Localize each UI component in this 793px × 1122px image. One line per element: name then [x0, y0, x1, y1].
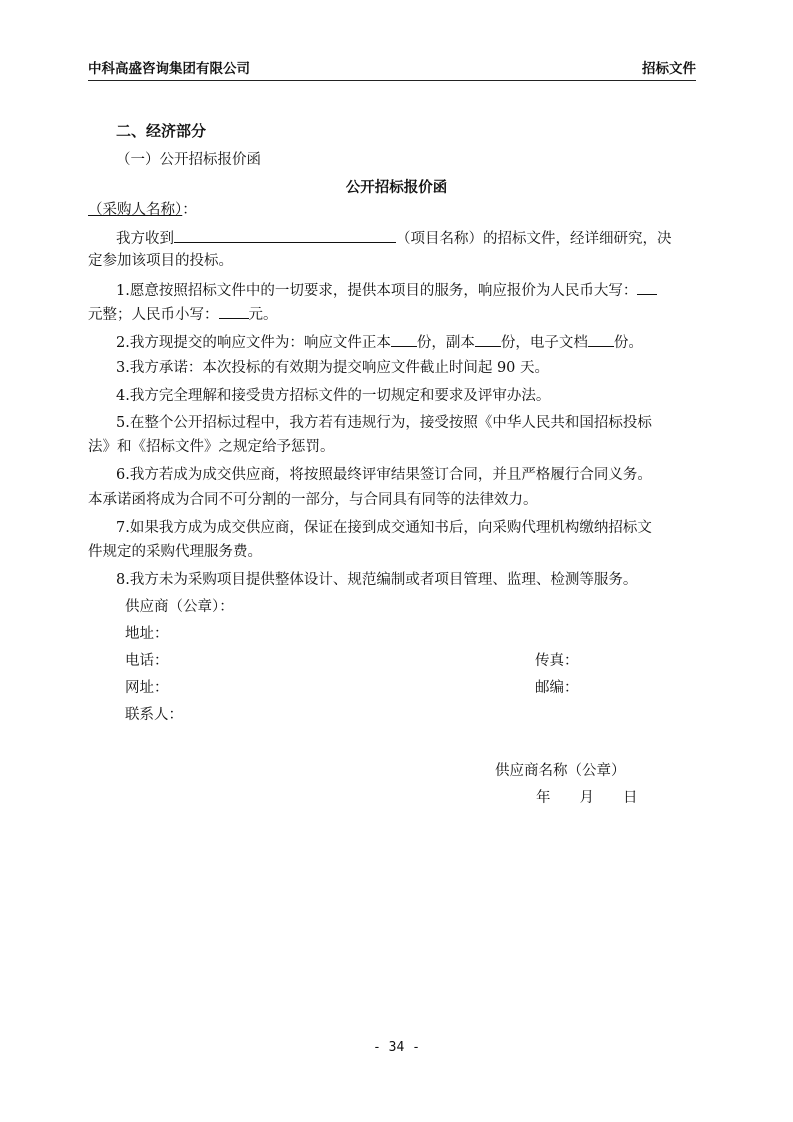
project-name-blank — [174, 227, 396, 243]
intro-text-b: （项目名称）的招标文件，经详细研究，决 — [396, 231, 672, 247]
clause-5-line: 5.在整个公开招标过程中，我方若有违规行为，接受按照《中华人民共和国招标投标 — [116, 415, 652, 431]
clause-1-text-b: 元整；人民币小写： — [88, 307, 219, 323]
letter-title: 公开招标报价函 — [345, 180, 448, 196]
page-number: - 34 - — [373, 1040, 420, 1055]
section-heading: 二、经济部分 — [116, 122, 207, 140]
intro-line — [116, 227, 672, 249]
duplicate-copies-blank — [475, 331, 501, 347]
clause-2-text-c: 份，电子文档 — [500, 335, 588, 351]
addressee-line — [88, 200, 197, 220]
postcode-field: 邮编： — [535, 680, 579, 696]
header-company: 中科高盛咨询集团有限公司 — [88, 61, 250, 77]
clause-3-line: 3.我方承诺：本次投标的有效期为提交响应文件截止时间起 90 天。 — [116, 360, 550, 376]
address-field: 地址： — [125, 626, 169, 642]
clause-4-line: 4.我方完全理解和接受贵方招标文件的一切规定和要求及评审办法。 — [116, 388, 551, 404]
clause-7-line-2: 件规定的采购代理服务费。 — [88, 544, 262, 560]
clause-1-text-c: 元。 — [248, 307, 278, 323]
addressee-name: （采购人名称） — [88, 202, 183, 218]
clause-2-text-b: 份，副本 — [416, 335, 475, 351]
intro-text-a: 我方收到 — [116, 231, 174, 247]
intro-line-2: 定参加该项目的投标。 — [88, 253, 233, 269]
clause-1-line — [116, 279, 657, 301]
supplier-seal-field: 供应商（公章）： — [125, 599, 234, 615]
price-digits-blank — [219, 303, 249, 319]
contact-field: 联系人： — [125, 707, 183, 723]
phone-field: 电话： — [125, 653, 169, 669]
clause-6-line: 6.我方若成为成交供应商，将按照最终评审结果签订合同，并且严格履行合同义务。 — [116, 467, 652, 483]
clause-7-line: 7.如果我方成为成交供应商，保证在接到成交通知书后，向采购代理机构缴纳招标文 — [116, 520, 652, 536]
signature-date: 年 月 日 — [536, 790, 638, 806]
website-field: 网址： — [125, 680, 169, 696]
electronic-copies-blank — [588, 331, 614, 347]
clause-1-text-a: 1.愿意按照招标文件中的一切要求，提供本项目的服务，响应报价为人民币大写： — [116, 283, 638, 299]
clause-5-line-2: 法》和《招标文件》之规定给予惩罚。 — [88, 439, 335, 455]
clause-6-line-2: 本承诺函将成为合同不可分割的一部分，与合同具有同等的法律效力。 — [88, 492, 538, 508]
fax-field: 传真： — [535, 653, 579, 669]
clause-2-text-d: 份。 — [613, 335, 643, 351]
addressee-colon: ： — [182, 202, 197, 218]
header-divider — [88, 80, 696, 81]
clause-2-line — [116, 331, 643, 353]
price-words-blank — [637, 279, 657, 295]
original-copies-blank — [391, 331, 417, 347]
clause-1-line-2 — [88, 303, 278, 325]
subsection-heading: （一）公开招标报价函 — [116, 152, 261, 168]
clause-8-line: 8.我方未为采购项目提供整体设计、规范编制或者项目管理、监理、检测等服务。 — [116, 572, 638, 588]
clause-2-text-a: 2.我方现提交的响应文件为：响应文件正本 — [116, 335, 391, 351]
signature-supplier-name: 供应商名称（公章） — [495, 763, 626, 779]
header-doc-type: 招标文件 — [642, 61, 696, 77]
